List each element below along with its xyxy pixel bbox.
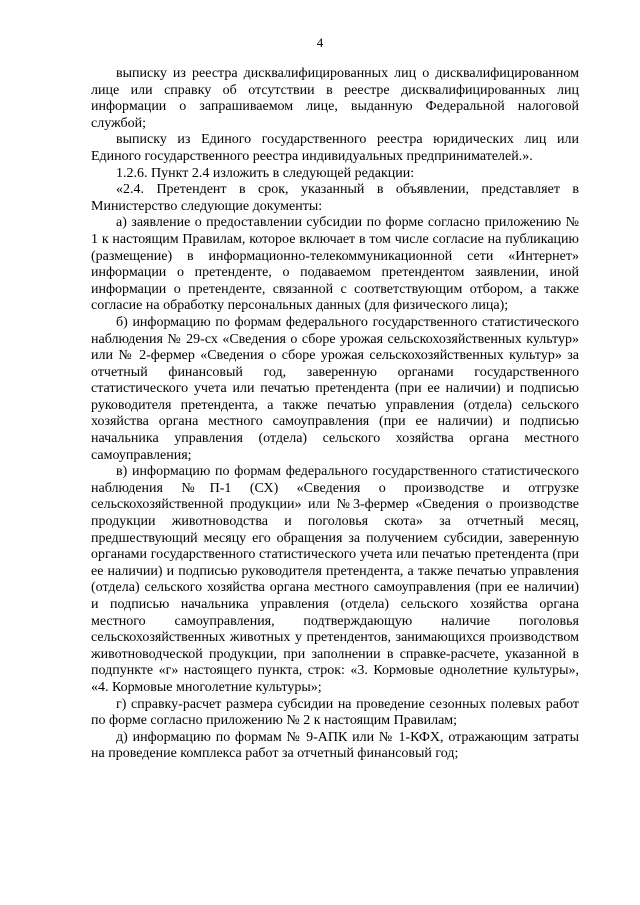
paragraph-item-1-2-6: 1.2.6. Пункт 2.4 изложить в следующей редакции: [116, 165, 415, 181]
paragraph-item-2-4: «2.4. Претендент в срок, указанный в объявлении, представляет в Министерство следующие документы: [91, 182, 579, 214]
paragraph-subitem-d: д) информацию по формам № 9-АПК или № 1-КФХ, отражающим затраты на проведение комплекса работ за отчетный финансовый год; [91, 729, 579, 762]
paragraph-subitem-v: в) информацию по формам федерального государственного статистического наблюдения №П-1 (СХ) «Сведения о производстве и отгрузке сельскохозяйственной продукции» или №3-фермер «Сведения о производстве продукции животноводства и поголовья скота» за отчетный месяц, предшествующий месяцу его обращения за получением субсидии, заверенную органами государственного статистического учета или печатью претендента (при ее наличии) и подписью руководителя претендента, а также печатью управления (отдела) сельского хозяйства органа местного самоуправления (при ее наличии) и подписью начальника управления (отдела) сельского хозяйства органа местного самоуправления, подтверждающую наличие поголовья сельскохозяйственных животных у претендентов, занимающихся производством животноводческой продукции, при заполнении в справке-расчете, указанной в подпункте «г» настоящего пункта, строк: «3. Кормовые однолетние культуры», «4. Кормовые многолетние культуры»; [91, 464, 579, 695]
paragraph-disqualified-registry-extract: выписку из реестра дисквалифицированных лиц о дисквалифицированном лице или справку об отсутствии в реестре дисквалифицированных лиц информации о запрашиваемом лице, выданную Федеральной налоговой службой; [91, 66, 579, 131]
paragraph-subitem-a: а) заявление о предоставлении субсидии по форме согласно приложению № 1 к настоящим Правилам, которое включает в том числе согласие на публикацию (размещение) в информационно-телекоммуникационной сети «Интернет» информации о претенденте, о подаваемом претендентом заявлении, иной информации о претенденте, связанной с соответствующим отбором, а также согласие на обработку персональных данных (для физического лица); [91, 215, 579, 314]
document-body [91, 66, 579, 763]
paragraph-subitem-b: б) информацию по формам федерального государственного статистического наблюдения № 29-сх «Сведения о сборе урожая сельскохозяйственных культур» или № 2-фермер «Сведения о сборе урожая сельскохозяйственных культур» за отчетный финансовый год, заверенную органами государственного статистического учета или печатью претендента (при ее наличии) и подписью руководителя претендента, а также печатью управления (отдела) сельского хозяйства органа местного самоуправления (при ее наличии) и подписью начальника управления (отдела) сельского хозяйства органа местного самоуправления; [91, 314, 579, 463]
paragraph-unified-registry-extract: выписку из Единого государственного реестра юридических лиц или Единого государственного реестра индивидуальных предпринимателей.». [91, 132, 579, 164]
paragraph-subitem-g: г) справку-расчет размера субсидии на проведение сезонных полевых работ по форме согласно приложению № 2 к настоящим Правилам; [91, 696, 579, 729]
page-number: 4 [316, 35, 324, 50]
